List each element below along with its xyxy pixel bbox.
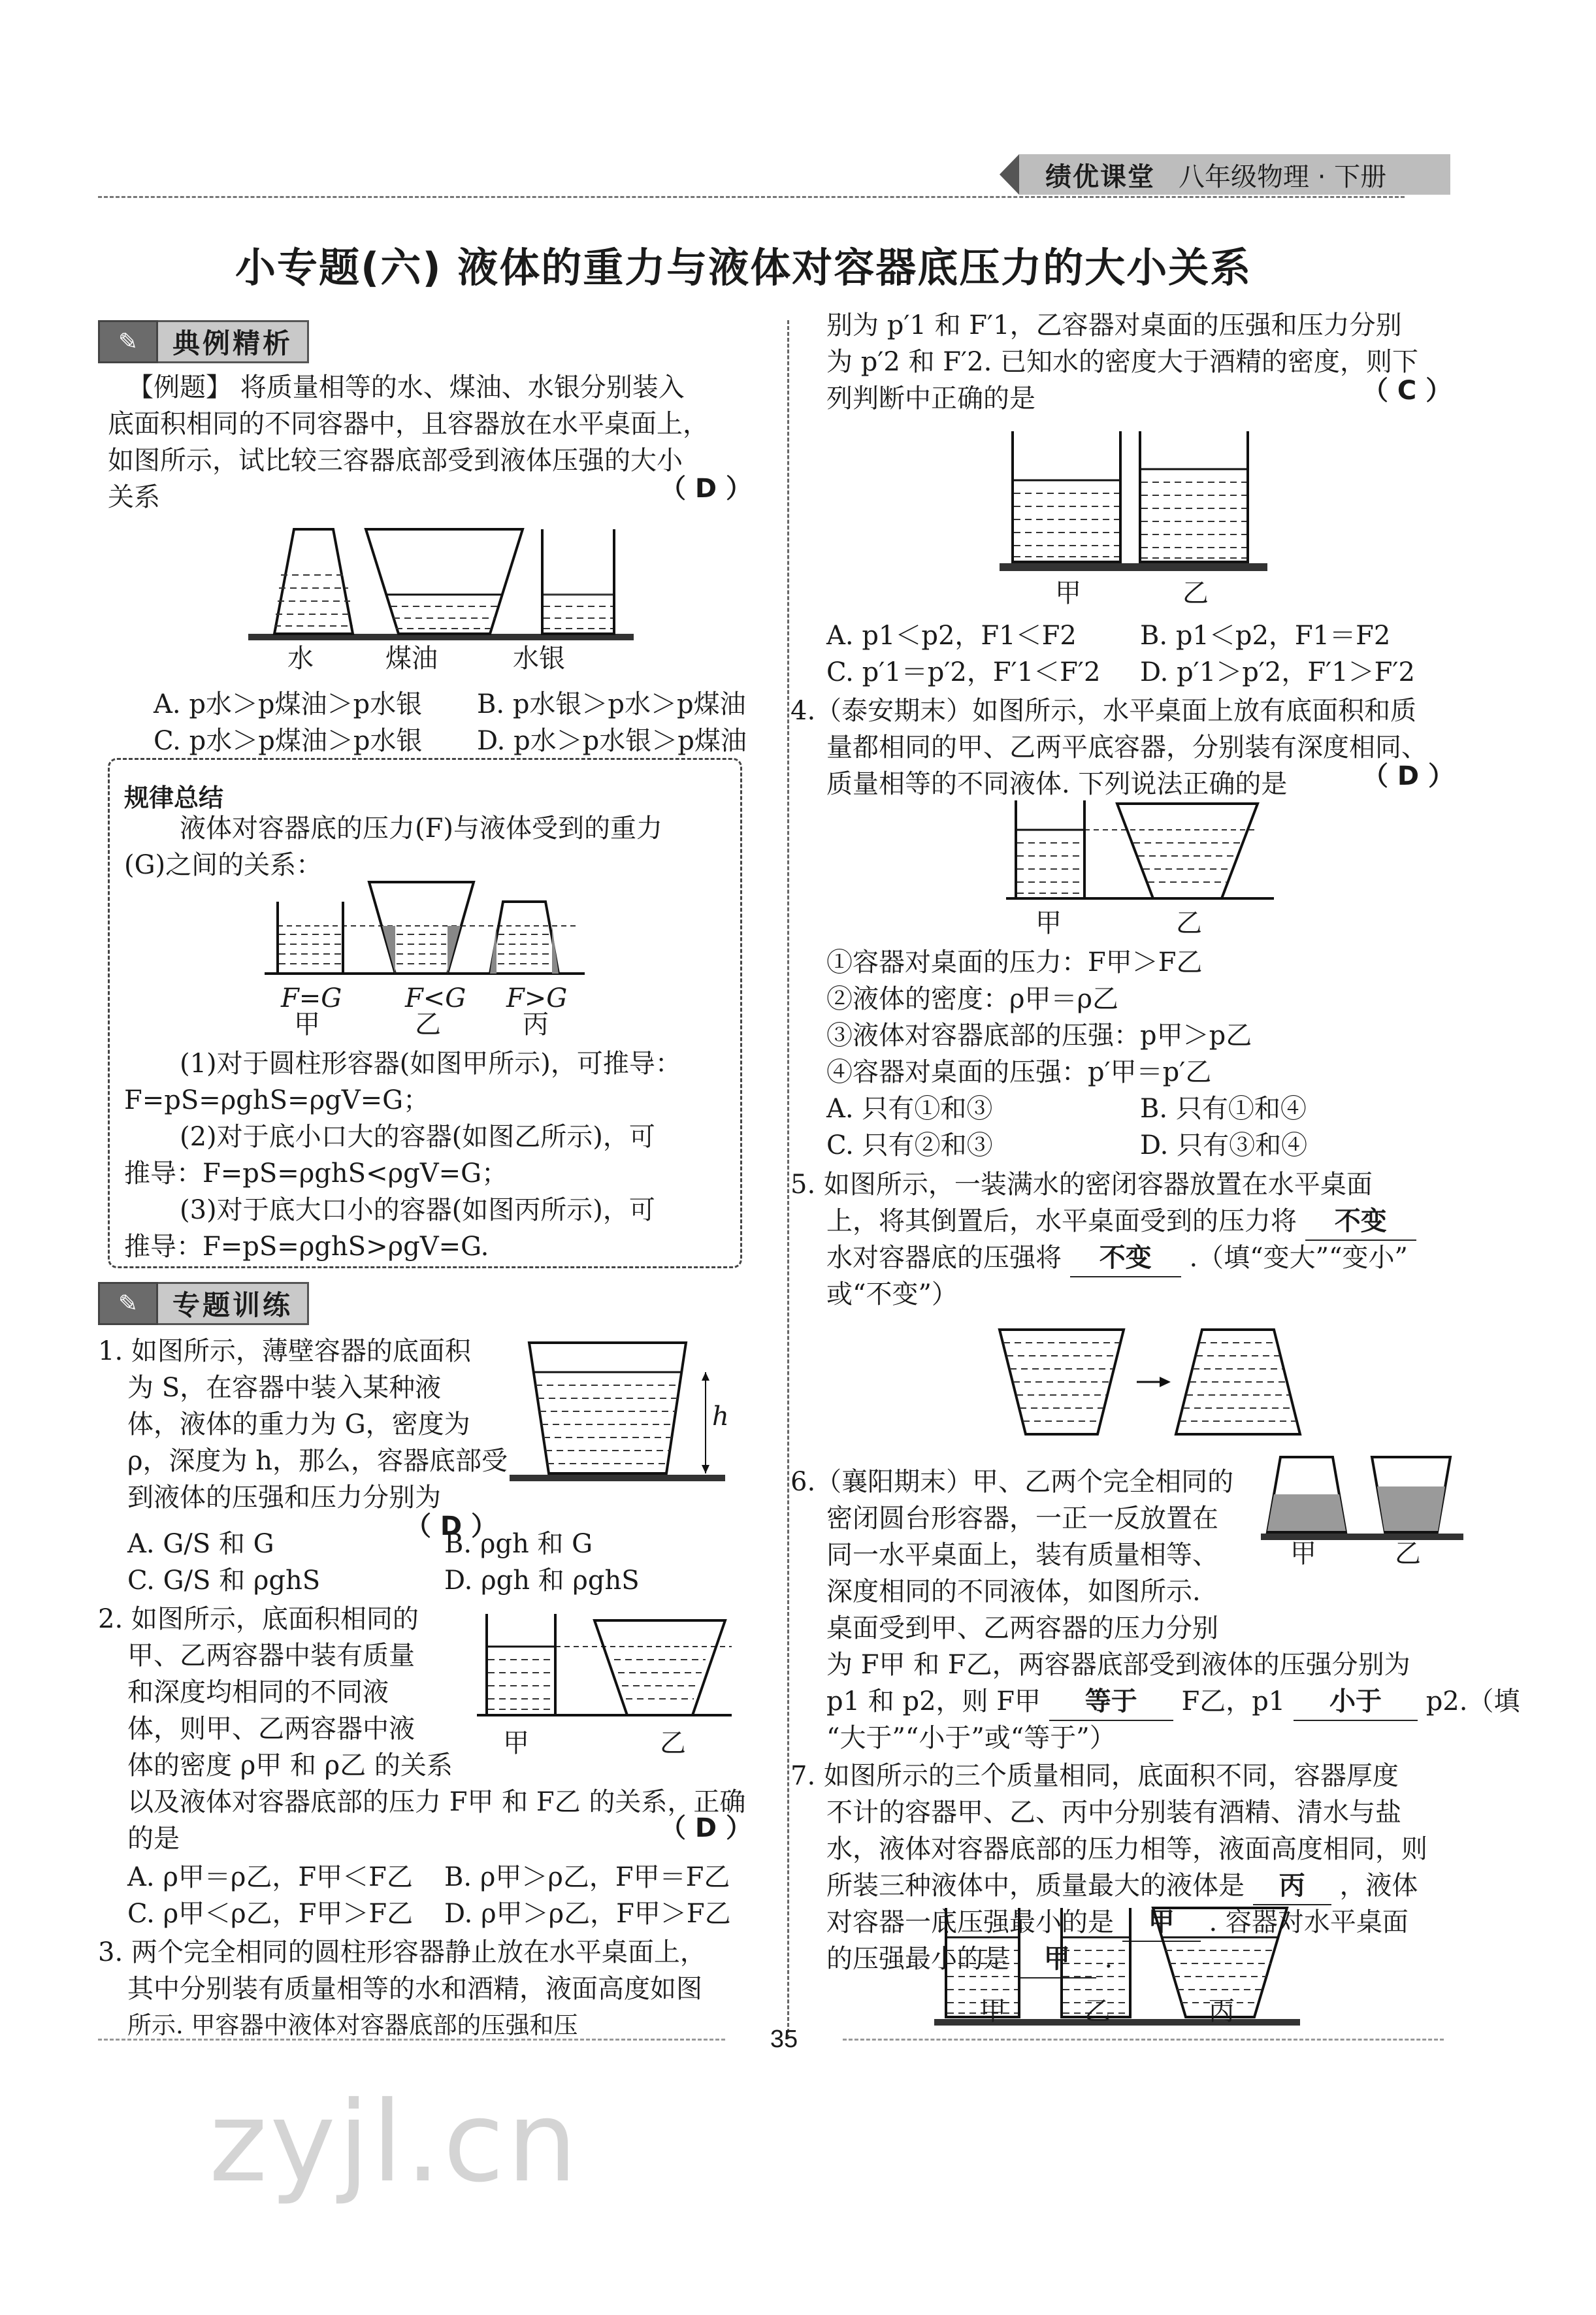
q6-line-8: “大于”“小于”或“等于”） (826, 1723, 1116, 1753)
q6-label-yi: 乙 (1395, 1539, 1421, 1569)
q7-blank-2[interactable]: 甲 (1122, 1904, 1201, 1942)
rule-item-2: (2)对于底小口大的容器(如图乙所示)，可 (180, 1122, 655, 1152)
q1-option-c: C. G/S 和 ρghS (127, 1566, 321, 1596)
q4-statement-2: ②液体的密度：ρ甲＝ρ乙 (826, 984, 1119, 1014)
q4-option-b: B. 只有①和④ (1140, 1094, 1307, 1124)
q4-statement-1: ①容器对桌面的压力：F甲＞F乙 (826, 947, 1203, 977)
pencil-icon: ✎ (98, 320, 158, 363)
q1-figure (510, 1336, 732, 1486)
q5-figure (1000, 1326, 1313, 1444)
q4-line-3: 质量相等的不同液体. 下列说法正确的是 (826, 769, 1288, 799)
q4-label-yi: 乙 (1176, 908, 1202, 938)
example-option-d: D. p水＞p水银＞p煤油 (477, 726, 747, 756)
rule-item-3-formula: 推导：F=pS=ρghS>ρgV=G. (124, 1232, 489, 1262)
q3-figure (1000, 425, 1274, 575)
example-line-1: 【例题】 将质量相等的水、煤油、水银分别装入 (127, 372, 685, 402)
q5-line-4: 或“不变”） (826, 1279, 958, 1309)
q1-h-label: h (712, 1402, 729, 1432)
q6-line-7: p1 和 p2，则 F甲 等于 F乙，p1 小于 p2.（填 (826, 1683, 1520, 1721)
rule-intro-2: (G)之间的关系： (124, 850, 323, 880)
example-option-b: B. p水银＞p水＞p煤油 (477, 689, 746, 719)
q1-line-3: 体，液体的重力为 G，密度为 (127, 1409, 470, 1439)
q1-line-1: 1. 如图所示，薄壁容器的底面积 (98, 1336, 471, 1366)
q7-blank-3[interactable]: 甲 (1018, 1941, 1096, 1978)
q6-figure (1261, 1447, 1470, 1545)
q1-line-4: ρ，深度为 h，那么，容器底部受 (127, 1446, 508, 1476)
q1-option-d: D. ρgh 和 ρghS (444, 1566, 640, 1596)
rule-fig-relation-1: F=G (281, 983, 342, 1013)
label-kerosene: 煤油 (385, 644, 438, 674)
rule-figure (265, 879, 591, 983)
q7-label-yi: 乙 (1084, 1996, 1111, 2026)
q7-line-3: 水，液体对容器底部的压力相等，液面高度相同，则 (826, 1834, 1427, 1864)
q6-line-1: 6.（襄阳期末）甲、乙两个完全相同的 (790, 1467, 1234, 1497)
header-divider (98, 196, 1405, 198)
q2-line-1: 2. 如图所示，底面积相同的 (98, 1604, 419, 1634)
q3-line-1: 3. 两个完全相同的圆柱形容器静止放在水平桌面上， (98, 1937, 706, 1967)
q5-blank-1[interactable]: 不变 (1305, 1203, 1416, 1241)
example-line-2: 底面积相同的不同容器中，且容器放在水平桌面上， (108, 409, 709, 439)
page-number: 35 (770, 2026, 798, 2053)
rule-fig-relation-3: F>G (506, 983, 568, 1013)
water-liquid (274, 575, 353, 626)
header-arrow-icon (1000, 154, 1019, 195)
q7-line-6: 的压强最小的是 甲 . (826, 1941, 1113, 1978)
q2-option-d: D. ρ甲＞ρ乙，F甲＞F乙 (444, 1899, 731, 1929)
container-water (274, 529, 353, 634)
q6-line-4: 深度相同的不同液体，如图所示. (826, 1577, 1201, 1607)
brand-name: 绩优课堂 (1045, 161, 1155, 192)
q2-line-3: 和深度均相同的不同液 (127, 1677, 389, 1707)
q6-blank-1[interactable]: 等于 (1049, 1683, 1173, 1721)
example-line-4: 关系 (108, 482, 160, 512)
q3-cont-1: 别为 p′1 和 F′1，乙容器对桌面的压强和压力分别 (826, 310, 1402, 340)
q2-option-a: A. ρ甲＝ρ乙，F甲＜F乙 (127, 1862, 413, 1892)
q4-statement-3: ③液体对容器底部的压强：p甲＞p乙 (826, 1021, 1252, 1051)
q6-line-5: 桌面受到甲、乙两容器的压力分别 (826, 1613, 1218, 1643)
q3-answer: （ C ） (1362, 376, 1452, 406)
q1-option-b: B. ρgh 和 G (444, 1529, 593, 1559)
q1-answer: （ D ） (405, 1511, 498, 1541)
q3-cont-2: 为 p′2 和 F′2. 已知水的密度大于酒精的密度，则下 (826, 347, 1418, 377)
q6-label-jia: 甲 (1290, 1539, 1316, 1569)
label-mercury: 水银 (513, 644, 565, 674)
q5-blank-2[interactable]: 不变 (1070, 1240, 1181, 1277)
q5-line-3: 水对容器底的压强将 不变 .（填“变大”“变小” (826, 1240, 1408, 1277)
rule-item-1: (1)对于圆柱形容器(如图甲所示)，可推导： (180, 1049, 681, 1079)
q4-line-1: 4.（泰安期末）如图所示，水平桌面上放有底面积和质 (790, 696, 1417, 726)
label-water: 水 (287, 644, 314, 674)
rule-intro-1: 液体对容器底的压力(F)与液体受到的重力 (180, 813, 662, 844)
q2-option-b: B. ρ甲＞ρ乙，F甲＝F乙 (444, 1862, 730, 1892)
notebook-icon: ✎ (98, 1282, 158, 1325)
q2-answer: （ D ） (660, 1813, 753, 1843)
example-option-a: A. p水＞p煤油＞p水银 (154, 689, 423, 719)
q6-line-2: 密闭圆台形容器，一正一反放置在 (826, 1503, 1218, 1534)
page-title: 小专题(六) 液体的重力与液体对容器底压力的大小关系 (235, 244, 1252, 291)
q2-line-5: 体的密度 ρ甲 和 ρ乙 的关系 (127, 1750, 453, 1781)
q2-figure (477, 1607, 738, 1725)
q3-label-jia: 甲 (1055, 578, 1081, 608)
header-banner (1019, 154, 1450, 195)
q5-line-2: 上，将其倒置后，水平桌面受到的压力将 不变 (826, 1203, 1416, 1241)
column-divider (787, 320, 789, 2039)
q5-line-1: 5. 如图所示，一装满水的密闭容器放置在水平桌面 (790, 1170, 1373, 1200)
q4-line-2: 量都相同的甲、乙两平底容器，分别装有深度相同、 (826, 732, 1427, 763)
q4-answer: （ D ） (1362, 761, 1455, 791)
q2-label-yi: 乙 (660, 1728, 686, 1758)
q4-label-jia: 甲 (1035, 908, 1062, 938)
grade-label: 八年级物理 · 下册 (1179, 161, 1387, 192)
q1-option-a: A. G/S 和 G (127, 1529, 274, 1559)
rule-item-3: (3)对于底大口小的容器(如图丙所示)，可 (180, 1195, 655, 1225)
q6-line-3: 同一水平桌面上，装有质量相等、 (826, 1540, 1218, 1570)
watermark: zyjl.cn (209, 2078, 580, 2207)
q4-figure (1006, 794, 1280, 908)
q4-option-a: A. 只有①和③ (826, 1094, 993, 1124)
q2-label-jia: 甲 (503, 1728, 529, 1758)
q7-label-jia: 甲 (980, 1996, 1006, 2026)
q7-label-bing: 丙 (1209, 1996, 1235, 2026)
q6-blank-2[interactable]: 小于 (1294, 1683, 1418, 1721)
q3-option-c: C. p′1＝p′2，F′1＜F′2 (826, 657, 1101, 687)
q2-line-7: 的是 (127, 1824, 180, 1854)
rule-title: 规律总结 (124, 783, 224, 812)
q3-label-yi: 乙 (1182, 578, 1209, 608)
q7-line-5: 对容器一底压强最小的是 甲 . 容器对水平桌面 (826, 1904, 1409, 1942)
q4-statement-4: ④容器对桌面的压强：p′甲＝p′乙 (826, 1057, 1212, 1087)
q2-line-6: 以及液体对容器底部的压力 F甲 和 F乙 的关系，正确 (127, 1787, 746, 1817)
q2-line-2: 甲、乙两容器中装有质量 (127, 1641, 415, 1671)
rule-fig-name-3: 丙 (523, 1010, 549, 1040)
q3-cont-3: 列判断中正确的是 (826, 384, 1035, 414)
q2-option-c: C. ρ甲＜ρ乙，F甲＞F乙 (127, 1899, 414, 1929)
q7-line-4: 所装三种液体中，质量最大的液体是 丙 ，液体 (826, 1867, 1418, 1905)
q1-line-2: 为 S，在容器中装入某种液 (127, 1373, 442, 1403)
footer-divider-right (843, 2039, 1444, 2041)
mercury-liquid (544, 595, 613, 629)
rule-item-1-formula: F=pS=ρghS=ρgV=G； (124, 1085, 430, 1115)
rule-fig-relation-2: F<G (405, 983, 466, 1013)
example-option-c: C. p水＞p煤油＞p水银 (154, 726, 423, 756)
q6-line-6: 为 F甲 和 F乙，两容器底部受到液体的压强分别为 (826, 1650, 1410, 1680)
kerosene-liquid (391, 606, 498, 629)
q7-line-2: 不计的容器甲、乙、丙中分别装有酒精、清水与盐 (826, 1798, 1401, 1828)
q3-line-2: 其中分别装有质量相等的水和酒精，液面高度如图 (127, 1974, 702, 2004)
q1-line-5: 到液体的压强和压力分别为 (127, 1483, 441, 1513)
rule-fig-name-1: 甲 (294, 1010, 320, 1040)
footer-divider-left (98, 2039, 725, 2041)
q4-option-c: C. 只有②和③ (826, 1130, 993, 1160)
q3-option-a: A. p1＜p2，F1＜F2 (826, 621, 1077, 651)
section-example-label: ✎ 典例精析 (98, 320, 309, 363)
q3-line-3: 所示. 甲容器中液体对容器底部的压强和压 (127, 2011, 578, 2039)
example-answer: （ D ） (660, 474, 753, 504)
example-line-3: 如图所示，试比较三容器底部受到液体压强的大小 (108, 446, 683, 476)
q2-line-4: 体，则甲、乙两容器中液 (127, 1714, 415, 1744)
section-training-label: ✎ 专题训练 (98, 1282, 309, 1325)
q3-option-b: B. p1＜p2，F1＝F2 (1140, 621, 1391, 651)
rule-item-2-formula: 推导：F=pS=ρghS<ρgV=G； (124, 1158, 508, 1189)
q4-option-d: D. 只有③和④ (1140, 1130, 1308, 1160)
rule-fig-name-2: 乙 (415, 1010, 441, 1040)
q7-blank-1[interactable]: 丙 (1253, 1867, 1331, 1905)
q3-option-d: D. p′1＞p′2，F′1＞F′2 (1140, 657, 1415, 687)
q7-line-1: 7. 如图所示的三个质量相同，底面积不同，容器厚度 (790, 1761, 1399, 1791)
